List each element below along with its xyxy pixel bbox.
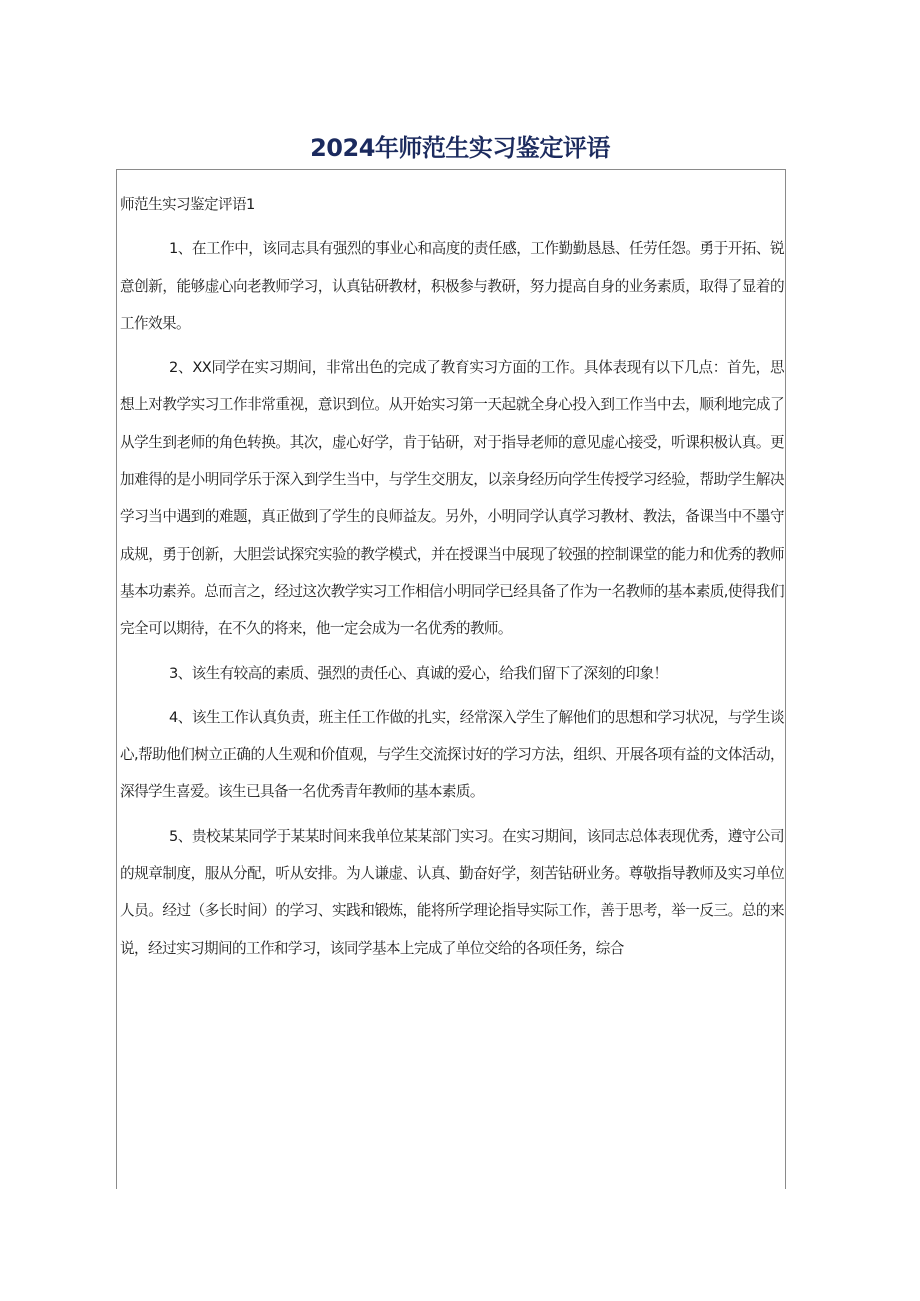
paragraph-4: 4、该生工作认真负责，班主任工作做的扎实，经常深入学生了解他们的思想和学习状况，与学生谈心,帮助他们树立正确的人生观和价值观，与学生交流探讨好的学习方法，组织、开展各项有益的文体活动，深得学生喜爱。该生已具备一名优秀青年教师的基本素质。: [120, 708, 784, 801]
paragraph-1: 1、在工作中，该同志具有强烈的事业心和高度的责任感，工作勤勤恳恳、任劳任怨。勇于开拓、锐意创新，能够虚心向老教师学习，认真钻研教材，积极参与教研，努力提高自身的业务素质，取得了显着的工作效果。: [120, 240, 784, 332]
paragraph-5: 5、贵校某某同学于某某时间来我单位某某部门实习。在实习期间，该同志总体表现优秀，遵守公司的规章制度，服从分配，听从安排。为人谦虚、认真、勤奋好学，刻苦钻研业务。尊敬指导教师及实习单位人员。经过（多长时间）的学习、实践和锻炼，能将所学理论指导实际工作，善于思考，举一反三。总的来说，经过实习期间的工作和学习，该同学基本上完成了单位交给的各项任务，综合: [120, 827, 784, 957]
page-title: 2024年师范生实习鉴定评语: [310, 134, 610, 163]
document-body: [120, 186, 784, 974]
section-heading: 师范生实习鉴定评语1: [120, 196, 255, 213]
paragraph-2: 2、XX同学在实习期间，非常出色的完成了教育实习方面的工作。具体表现有以下几点：首先，思想上对教学实习工作非常重视，意识到位。从开始实习第一天起就全身心投入到工作当中去，顺利地完成了从学生到老师的角色转换。其次，虚心好学，肯于钻研，对于指导老师的意见虚心接受，听课积极认真。更加难得的是小明同学乐于深入到学生当中，与学生交朋友，以亲身经历向学生传授学习经验，帮助学生解决学习当中遇到的难题，真正做到了学生的良师益友。另外，小明同学认真学习教材、教法，备课当中不墨守成规，勇于创新，大胆尝试探究实验的教学模式，并在授课当中展现了较强的控制课堂的能力和优秀的教师基本功素养。总而言之，经过这次教学实习工作相信小明同学已经具备了作为一名教师的基本素质,使得我们完全可以期待，在不久的将来，他一定会成为一名优秀的教师。: [120, 359, 784, 638]
paragraph-3: 3、该生有较高的素质、强烈的责任心、真诚的爱心，给我们留下了深刻的印象！: [169, 664, 668, 682]
content-box: [116, 169, 786, 1189]
